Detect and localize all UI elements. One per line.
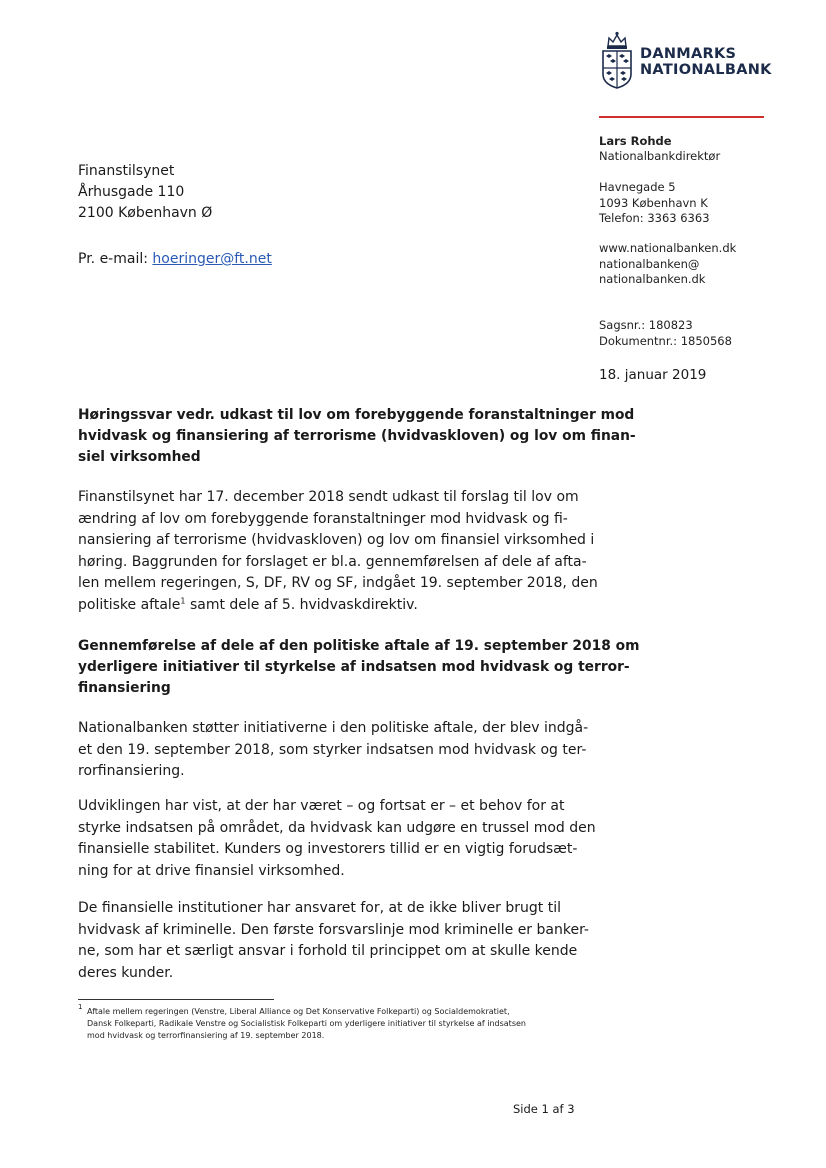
nationalbank-logo	[599, 30, 772, 90]
sender-address	[599, 180, 799, 227]
sender-title: Nationalbankdirektør	[599, 149, 721, 163]
letter-date: 18. januar 2019	[599, 367, 707, 383]
paragraph-line: hvidvask af kriminelle. Den første forsvarslinje mod kriminelle er banker-	[78, 921, 589, 938]
heading-line: Gennemførelse af dele af den politiske aftale af 19. september 2018 om	[78, 638, 640, 654]
paragraph-line: høring. Baggrunden for forslaget er bl.a. gennemførelsen af dele af afta-	[78, 553, 587, 570]
phone-line: Telefon: 3363 6363	[599, 211, 710, 225]
footnote-divider	[78, 999, 274, 1000]
paragraph-line	[78, 595, 578, 617]
sender-web-contact	[599, 241, 799, 288]
paragraph-line: nansiering af terrorisme (hvidvaskloven) og lov om finansiel virksomhed i	[78, 532, 595, 548]
paragraph-line: Udviklingen har vist, at der har været – og fortsat er – et behov for at	[78, 798, 565, 814]
recipient-email-link[interactable]: hoeringer@ft.net	[152, 251, 272, 267]
paragraph-text: politiske aftale	[78, 596, 181, 613]
footnote-line: mod hvidvask og terrorfinansiering af 19. september 2018.	[87, 1031, 325, 1040]
footnote-line: Dansk Folkeparti, Radikale Venstre og Socialistisk Folkeparti om yderligere initiativer til styrkelse af indsatsen	[87, 1019, 526, 1028]
heading-line: finansiering	[78, 680, 171, 696]
section-heading	[78, 636, 640, 699]
letter-subject-heading	[78, 405, 636, 468]
paragraph-line: rorfinansiering.	[78, 763, 185, 779]
paragraph-line: De finansielle institutioner har ansvaret for, at de ikke bliver brugt til	[78, 900, 561, 916]
heading-line: hvidvask og finansiering af terrorisme (hvidvaskloven) og lov om finan-	[78, 428, 636, 444]
logo-text-line2: NATIONALBANK	[640, 62, 772, 78]
recipient-line: Århusgade 110	[78, 184, 185, 200]
recipient-line: Finanstilsynet	[78, 163, 175, 179]
recipient-email-line	[78, 249, 272, 270]
heading-line: yderligere initiativer til styrkelse af indsatsen mod hvidvask og terror-	[78, 659, 630, 675]
support-paragraph	[78, 718, 589, 783]
reference-numbers	[599, 318, 799, 349]
paragraph-line: Nationalbanken støtter initiativerne i den politiske aftale, der blev indgå-	[78, 720, 589, 736]
page-number: Side 1 af 3	[513, 1102, 575, 1116]
footnote-marker: 1	[78, 1003, 83, 1011]
logo-text-line1: DANMARKS	[640, 46, 737, 62]
responsibility-paragraph	[78, 898, 589, 984]
footnote-text	[87, 1006, 587, 1042]
paragraph-text: samt dele af 5. hvidvaskdirektiv.	[185, 596, 418, 613]
document-number: Dokumentnr.: 1850568	[599, 333, 732, 348]
sender-name: Lars Rohde	[599, 134, 672, 148]
heading-line: siel virksomhed	[78, 449, 201, 465]
address-line: Havnegade 5	[599, 180, 676, 194]
recipient-line: 2100 København Ø	[78, 205, 213, 221]
heading-line: Høringssvar vedr. udkast til lov om forebyggende foranstaltninger mod	[78, 407, 635, 423]
paragraph-line: ning for at drive finansiel virksomhed.	[78, 862, 345, 879]
case-number: Sagsnr.: 180823	[599, 318, 693, 332]
email-line[interactable]: nationalbanken@	[599, 256, 700, 271]
website-link[interactable]: www.nationalbanken.dk	[599, 241, 737, 255]
address-line: 1093 København K	[599, 195, 708, 210]
header-red-rule	[599, 116, 764, 118]
royal-crest-icon	[599, 30, 635, 90]
development-paragraph	[78, 796, 596, 882]
paragraph-line: Finanstilsynet har 17. december 2018 sendt udkast til forslag til lov om	[78, 489, 579, 505]
footnote-reference[interactable]: 1	[180, 595, 186, 605]
paragraph-line: deres kunder.	[78, 964, 174, 981]
intro-paragraph	[78, 487, 598, 616]
paragraph-line: finansielle stabilitet. Kunders og investorers tillid er en vigtig forudsæt-	[78, 841, 578, 857]
paragraph-line: styrke indsatsen på området, da hvidvask kan udgøre en trussel mod den	[78, 819, 596, 836]
recipient-address	[78, 161, 212, 224]
paragraph-line: len mellem regeringen, S, DF, RV og SF, indgået 19. september 2018, den	[78, 575, 598, 591]
email-prefix: Pr. e-mail:	[78, 251, 153, 267]
footnote-line: Aftale mellem regeringen (Venstre, Liberal Alliance og Det Konservative Folkeparti) og Socialdemokratiet,	[87, 1007, 510, 1016]
email-line[interactable]: nationalbanken.dk	[599, 272, 706, 286]
paragraph-line: ne, som har et særligt ansvar i forhold til princippet om at skulle kende	[78, 943, 578, 959]
paragraph-line: et den 19. september 2018, som styrker indsatsen mod hvidvask og ter-	[78, 741, 587, 758]
paragraph-line: ændring af lov om forebyggende foranstaltninger mod hvidvask og fi-	[78, 510, 568, 527]
